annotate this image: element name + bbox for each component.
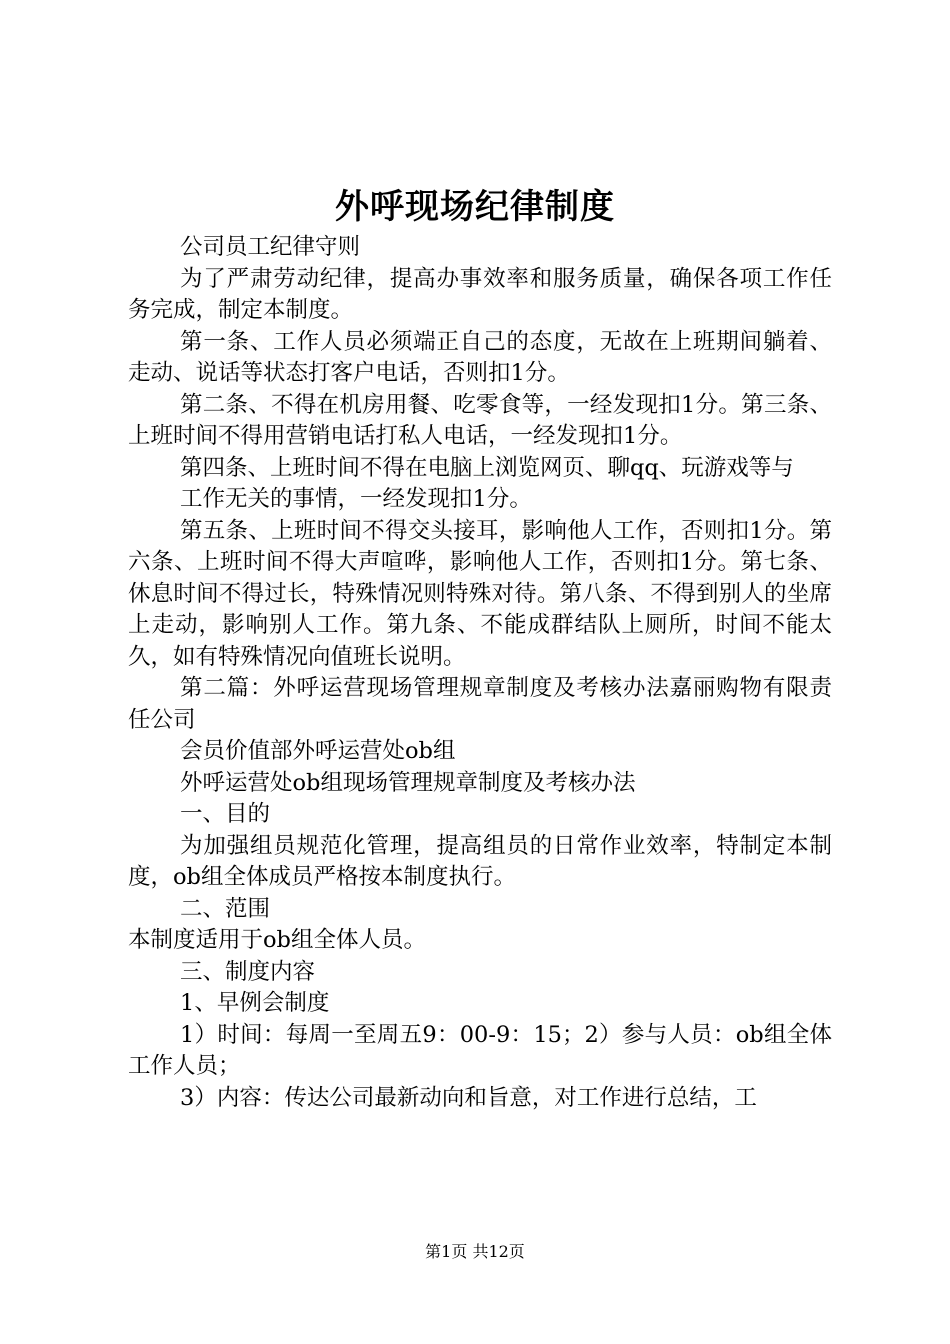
body-paragraph: 公司员工纪律守则	[180, 234, 361, 260]
body-paragraph: 二、范围	[180, 895, 271, 922]
body-paragraph: 为了严肃劳动纪律，提高办事效率和服务质量，确保各项工作任务完成，制定本制度。	[128, 265, 832, 323]
body-paragraph: 3）内容：传达公司最新动向和旨意，对工作进行总结，工	[180, 1084, 757, 1111]
page-footer: 第1页 共12页	[425, 1242, 525, 1261]
body-paragraph: 三、制度内容	[180, 958, 316, 985]
body-paragraph: 本制度适用于ob组全体人员。	[128, 927, 426, 953]
body-paragraph: 第二条、不得在机房用餐、吃零食等，一经发现扣1分。第三条、上班时间不得用营销电话打私人电话，一经发现扣1分。	[128, 391, 832, 449]
body-paragraph: 第四条、上班时间不得在电脑上浏览网页、聊qq、玩游戏等与	[180, 454, 794, 481]
body-paragraph: 外呼运营处ob组现场管理规章制度及考核办法	[180, 769, 636, 796]
body-paragraph: 会员价值部外呼运营处ob组	[180, 738, 456, 764]
body-paragraph: 1、早例会制度	[180, 990, 330, 1016]
body-paragraph: 第一条、工作人员必须端正自己的态度，无故在上班期间躺着、走动、说话等状态打客户电话，否则扣1分。	[128, 328, 832, 386]
body-paragraph: 第二篇：外呼运营现场管理规章制度及考核办法嘉丽购物有限责任公司	[128, 675, 832, 733]
document-body	[128, 232, 832, 1114]
body-paragraph: 工作无关的事情，一经发现扣1分。	[180, 486, 532, 512]
body-paragraph: 1）时间：每周一至周五9：00-9：15；2）参与人员：ob组全体工作人员；	[128, 1021, 832, 1079]
body-paragraph: 为加强组员规范化管理，提高组员的日常作业效率，特制定本制度，ob组全体成员严格按本制度执行。	[128, 832, 832, 890]
body-paragraph: 第五条、上班时间不得交头接耳，影响他人工作，否则扣1分。第六条、上班时间不得大声喧哗，影响他人工作，否则扣1分。第七条、休息时间不得过长，特殊情况则特殊对待。第八条、不得到别人的坐席上走动，影响别人工作。第九条、不能成群结队上厕所，时间不能太久，如有特殊情况向值班长说明。	[128, 517, 832, 670]
document-title: 外呼现场纪律制度	[335, 187, 615, 227]
body-paragraph: 一、目的	[180, 801, 271, 827]
